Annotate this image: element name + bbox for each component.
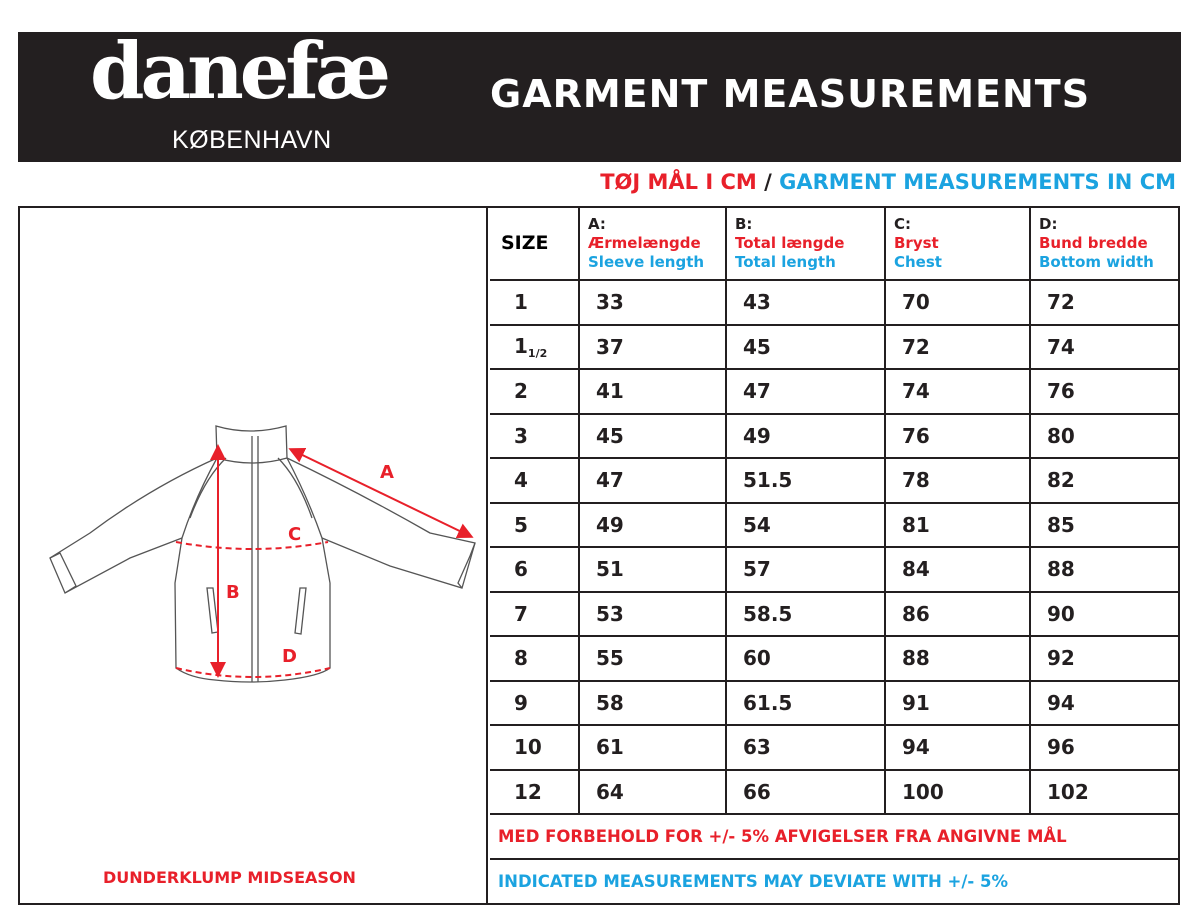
subtitle-english: GARMENT MEASUREMENTS IN CM	[779, 170, 1176, 194]
table-row	[490, 636, 1180, 681]
measurement-d-cell: 82	[1030, 458, 1180, 503]
measurement-b-cell: 54	[726, 503, 885, 548]
table-row	[490, 770, 1180, 815]
size-cell: 5	[490, 503, 579, 548]
table-row	[490, 458, 1180, 503]
size-cell: 2	[490, 369, 579, 414]
size-cell: 10	[490, 725, 579, 770]
subtitle-danish: TØJ MÅL I CM	[600, 170, 757, 194]
table-row	[490, 725, 1180, 770]
measurement-b-cell: 49	[726, 414, 885, 459]
measurement-c-cell: 74	[885, 369, 1030, 414]
measurement-b-cell: 45	[726, 325, 885, 370]
label-d: D	[282, 646, 297, 667]
measurement-a-cell: 41	[579, 369, 726, 414]
measurement-d-cell: 92	[1030, 636, 1180, 681]
note-english: INDICATED MEASUREMENTS MAY DEVIATE WITH +/- 5%	[490, 859, 1180, 904]
label-b: B	[226, 582, 240, 603]
measurement-a-cell: 61	[579, 725, 726, 770]
measurement-a-cell: 64	[579, 770, 726, 815]
measurement-c-cell: 81	[885, 503, 1030, 548]
measurement-d-cell: 88	[1030, 547, 1180, 592]
table-header-row	[490, 208, 1180, 280]
measurement-c-cell: 70	[885, 280, 1030, 325]
measurement-c-cell: 94	[885, 725, 1030, 770]
measurement-d-cell: 102	[1030, 770, 1180, 815]
measurement-a-cell: 55	[579, 636, 726, 681]
table-row	[490, 503, 1180, 548]
column-header-a: A: Ærmelængde Sleeve length	[579, 208, 726, 280]
table-row	[490, 414, 1180, 459]
size-cell: 1	[490, 280, 579, 325]
measurement-c-cell: 78	[885, 458, 1030, 503]
note-danish: MED FORBEHOLD FOR +/- 5% AFVIGELSER FRA ANGIVNE MÅL	[490, 814, 1180, 859]
page-title: GARMENT MEASUREMENTS	[490, 72, 1091, 116]
label-a: A	[380, 462, 394, 483]
measurement-sheet	[18, 206, 1180, 905]
diagram-panel	[20, 208, 488, 903]
table-row	[490, 592, 1180, 637]
measurement-b-cell: 58.5	[726, 592, 885, 637]
measurement-d-cell: 90	[1030, 592, 1180, 637]
label-c: C	[288, 524, 302, 545]
measurement-b-cell: 51.5	[726, 458, 885, 503]
measurement-c-cell: 91	[885, 681, 1030, 726]
brand-logo: danefæ	[90, 26, 388, 117]
column-header-d: D: Bund bredde Bottom width	[1030, 208, 1180, 280]
measurement-a-cell: 45	[579, 414, 726, 459]
subtitle-separator: /	[764, 170, 772, 194]
measurement-b-cell: 47	[726, 369, 885, 414]
header-banner	[18, 26, 1181, 162]
brand-city: KØBENHAVN	[172, 126, 332, 154]
measurement-b-cell: 63	[726, 725, 885, 770]
measurement-a-cell: 58	[579, 681, 726, 726]
product-name: DUNDERKLUMP MIDSEASON	[103, 868, 356, 887]
measurement-a-cell: 47	[579, 458, 726, 503]
column-header-b: B: Total længde Total length	[726, 208, 885, 280]
size-cell: $1_{1/2}$	[490, 325, 579, 370]
measurement-c-cell: 86	[885, 592, 1030, 637]
size-cell: 3	[490, 414, 579, 459]
measurement-b-cell: 66	[726, 770, 885, 815]
jacket-outline-icon	[30, 418, 490, 688]
measurement-a-cell: 51	[579, 547, 726, 592]
table-row	[490, 280, 1180, 325]
table-row	[490, 325, 1180, 370]
note-row-danish	[490, 814, 1180, 859]
measurement-c-cell: 100	[885, 770, 1030, 815]
measurement-a-cell: 49	[579, 503, 726, 548]
measurement-d-cell: 96	[1030, 725, 1180, 770]
subtitle	[600, 170, 1176, 194]
size-table	[490, 208, 1180, 905]
measurement-a-cell: 53	[579, 592, 726, 637]
measurement-b-cell: 57	[726, 547, 885, 592]
measurement-a-cell: 33	[579, 280, 726, 325]
table-row	[490, 681, 1180, 726]
measurement-c-cell: 88	[885, 636, 1030, 681]
measurement-d-cell: 76	[1030, 369, 1180, 414]
note-row-english	[490, 859, 1180, 904]
size-cell: 7	[490, 592, 579, 637]
measurement-d-cell: 94	[1030, 681, 1180, 726]
column-header-c: C: Bryst Chest	[885, 208, 1030, 280]
size-cell: 4	[490, 458, 579, 503]
measurement-d-cell: 72	[1030, 280, 1180, 325]
size-cell: 8	[490, 636, 579, 681]
size-cell: 9	[490, 681, 579, 726]
measurement-d-cell: 80	[1030, 414, 1180, 459]
table-row	[490, 547, 1180, 592]
measurement-d-cell: 85	[1030, 503, 1180, 548]
size-cell: 6	[490, 547, 579, 592]
size-cell: 12	[490, 770, 579, 815]
measurement-c-cell: 72	[885, 325, 1030, 370]
measurement-b-cell: 60	[726, 636, 885, 681]
size-header: SIZE	[490, 208, 579, 280]
measurement-a-cell: 37	[579, 325, 726, 370]
size-fraction: 1/2	[527, 346, 548, 360]
measurement-c-cell: 76	[885, 414, 1030, 459]
measurement-d-cell: 74	[1030, 325, 1180, 370]
measurement-b-cell: 43	[726, 280, 885, 325]
table-row	[490, 369, 1180, 414]
measurement-c-cell: 84	[885, 547, 1030, 592]
measurement-b-cell: 61.5	[726, 681, 885, 726]
